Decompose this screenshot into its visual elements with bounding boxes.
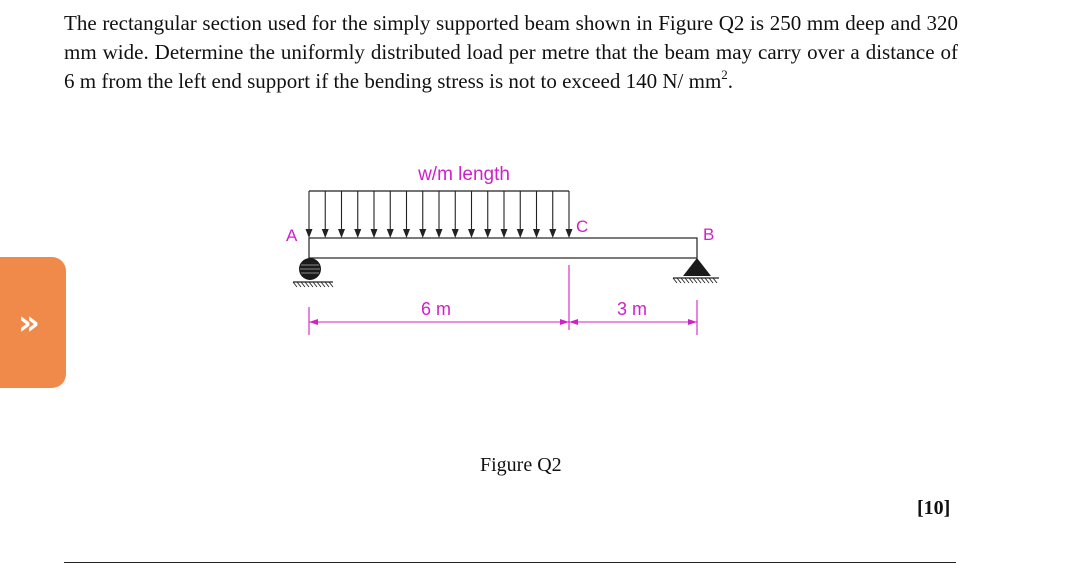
ground-hatch	[689, 278, 693, 283]
load-label: w/m length	[418, 164, 510, 185]
ground-hatch	[329, 282, 333, 287]
ground-hatch	[293, 282, 297, 287]
ground-hatch	[673, 278, 677, 283]
ground-hatch	[709, 278, 713, 283]
beam	[309, 238, 697, 258]
ground-hatch	[697, 278, 701, 283]
ground-hatch	[681, 278, 685, 283]
udl-arrow-head	[387, 229, 394, 238]
udl-arrow-head	[338, 229, 345, 238]
udl-arrow-head	[436, 229, 443, 238]
ground-hatch	[309, 282, 313, 287]
udl-arrow-head	[403, 229, 410, 238]
udl-arrow-head	[533, 229, 540, 238]
marks-label: [10]	[917, 497, 951, 519]
roller-support-a	[293, 258, 333, 287]
point-b-label: B	[703, 225, 715, 244]
ground-hatch	[321, 282, 325, 287]
udl-arrow-head	[452, 229, 459, 238]
divider	[64, 562, 956, 563]
expand-sidebar-button[interactable]	[0, 257, 66, 388]
ground-hatch	[301, 282, 305, 287]
point-a-label: A	[286, 226, 298, 245]
udl-arrow-head	[468, 229, 475, 238]
udl-arrow-head	[517, 229, 524, 238]
ground-hatch	[297, 282, 301, 287]
udl-arrow-head	[501, 229, 508, 238]
ground-hatch	[693, 278, 697, 283]
span-cb-label: 3 m	[616, 299, 648, 319]
figure-caption: Figure Q2	[480, 454, 562, 476]
question-body: The rectangular section used for the simply supported beam shown in Figure Q2 is 250 mm deep and 320 mm wide. Determine the uniformly distributed load per metre that the beam may carry over a distance of 6 m from the left end support if the bending stress is not to exceed 140 N/ mm	[64, 11, 958, 93]
pin-support-b	[673, 258, 719, 283]
ground-hatch	[685, 278, 689, 283]
udl-arrow-head	[306, 229, 313, 238]
udl-arrow-head	[419, 229, 426, 238]
ground-hatch	[305, 282, 309, 287]
double-chevron-right-icon: »	[18, 302, 40, 343]
udl-arrow-head	[549, 229, 556, 238]
udl-arrow-head	[484, 229, 491, 238]
ground-hatch	[325, 282, 329, 287]
udl-arrow-head	[322, 229, 329, 238]
span-ac-label: 6 m	[420, 299, 452, 319]
udl-arrow-head	[566, 229, 573, 238]
point-c-label: C	[576, 217, 589, 236]
question-suffix: .	[727, 69, 734, 93]
question-superscript: 2	[721, 67, 728, 82]
udl-arrow-head	[354, 229, 361, 238]
ground-hatch	[313, 282, 317, 287]
ground-hatch	[701, 278, 705, 283]
ground-hatch	[677, 278, 681, 283]
ground-hatch	[705, 278, 709, 283]
ground-hatch	[317, 282, 321, 287]
udl-arrows	[306, 191, 573, 238]
ground-hatch	[713, 278, 717, 283]
udl-arrow-head	[371, 229, 378, 238]
